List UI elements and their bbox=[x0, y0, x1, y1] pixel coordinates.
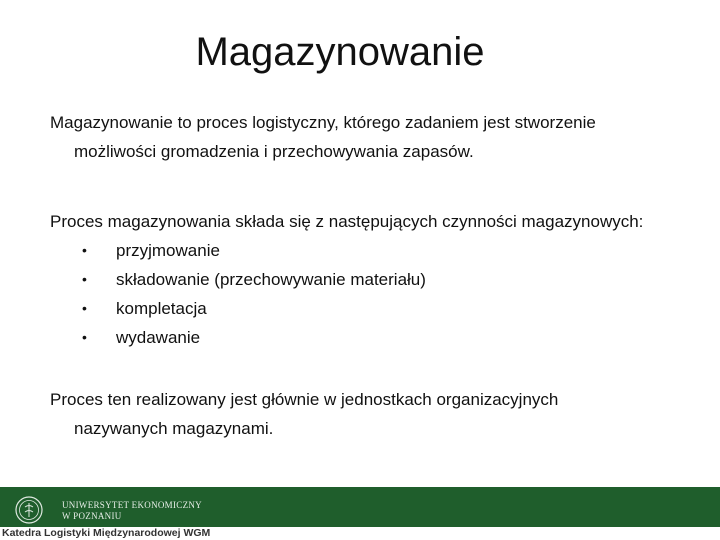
bullet-icon: • bbox=[82, 329, 87, 345]
summary-paragraph bbox=[50, 385, 700, 443]
list-item bbox=[82, 323, 426, 352]
list-item-label: wydawanie bbox=[116, 328, 201, 347]
summary-line-2: nazywanych magazynami. bbox=[74, 419, 274, 438]
bullet-icon: • bbox=[82, 271, 87, 287]
university-name-line-2: W POZNANIU bbox=[62, 511, 122, 521]
bullet-icon: • bbox=[82, 242, 87, 258]
definition-line-1: Magazynowanie to proces logistyczny, którego zadaniem jest stworzenie bbox=[50, 113, 596, 132]
list-item-label: kompletacja bbox=[116, 299, 207, 318]
list-item bbox=[82, 265, 426, 294]
department-name: Katedra Logistyki Międzynarodowej WGM bbox=[2, 527, 211, 539]
list-item-label: składowanie (przechowywanie materiału) bbox=[116, 270, 426, 289]
page-title: Magazynowanie bbox=[195, 30, 485, 74]
process-intro-paragraph: Proces magazynowania składa się z następujących czynności magazynowych: bbox=[50, 212, 644, 231]
bullet-icon: • bbox=[82, 300, 87, 316]
list-item bbox=[82, 236, 426, 265]
university-name bbox=[62, 500, 202, 522]
list-item bbox=[82, 294, 426, 323]
list-item-label: przyjmowanie bbox=[116, 241, 220, 260]
university-name-line-1: UNIWERSYTET EKONOMICZNY bbox=[62, 500, 202, 510]
summary-line-1: Proces ten realizowany jest głównie w jednostkach organizacyjnych bbox=[50, 390, 559, 409]
definition-paragraph bbox=[50, 108, 700, 166]
university-emblem-icon bbox=[4, 494, 54, 526]
activity-list bbox=[82, 236, 426, 352]
definition-line-2: możliwości gromadzenia i przechowywania zapasów. bbox=[74, 142, 474, 161]
